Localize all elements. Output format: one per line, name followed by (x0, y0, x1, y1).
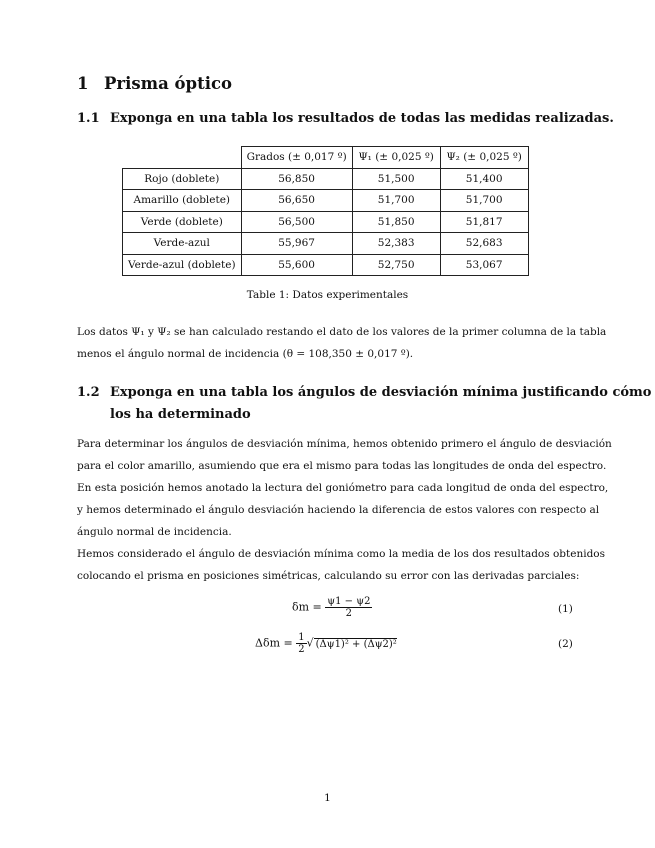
page-number: 1 (324, 792, 331, 804)
text-line: colocando el prisma en posiciones simétricas, calculando su error con las derivadas parciales: (77, 570, 580, 582)
subsection-number: 1.1 (77, 111, 100, 126)
text-line: Los datos Ψ₁ y Ψ₂ se han calculado restando el dato de los valores de la primer columna de la tabla (77, 326, 607, 338)
subsection-heading-2 (77, 382, 651, 426)
equation-lhs: Δδm = (255, 636, 293, 650)
text-line: para el color amarillo, asumiendo que era el mismo para todas las longitudes de onda del espectro. (77, 460, 607, 472)
equation-number: (2) (558, 638, 573, 650)
table-cell: 51,500 (352, 168, 440, 190)
text-line: menos el ángulo normal de incidencia (θ = 108,350 ± 0,017 º). (77, 348, 414, 360)
table-cell: 55,967 (241, 233, 352, 255)
text-line: ángulo normal de incidencia. (77, 526, 232, 538)
subsection-number: 1.2 (77, 385, 100, 400)
paragraph-deviation (77, 543, 605, 587)
equation-number: (1) (558, 603, 573, 615)
table-header-cell: Grados (± 0,017 º) (241, 147, 352, 169)
equation-fraction (325, 596, 372, 619)
subsection-title: Exponga en una tabla los ángulos de desviación mínima justificando cómo (110, 385, 652, 400)
subsection-title: Exponga en una tabla los resultados de todas las medidas realizadas. (110, 111, 614, 126)
table-row (123, 233, 529, 255)
table-cell: Verde (doblete) (123, 211, 242, 233)
table-header-cell: Ψ₁ (± 0,025 º) (352, 147, 440, 169)
paragraph-method (77, 433, 612, 543)
table-cell: 56,500 (241, 211, 352, 233)
table-cell: 51,850 (352, 211, 440, 233)
fraction-numerator: ψ1 − ψ2 (327, 596, 371, 607)
table-cell: 56,650 (241, 190, 352, 212)
table-header-cell: Ψ₂ (± 0,025 º) (440, 147, 528, 169)
table-cell: 52,750 (352, 254, 440, 276)
table-cell: Rojo (doblete) (123, 168, 242, 190)
table-caption: Table 1: Datos experimentales (246, 289, 409, 301)
table-cell: 51,700 (352, 190, 440, 212)
section-heading (77, 74, 232, 93)
table-row (123, 190, 529, 212)
table-cell: 51,400 (440, 168, 528, 190)
subsection-heading-1 (77, 108, 614, 130)
table-cell: Verde-azul (doblete) (123, 254, 242, 276)
table-header-row (123, 147, 529, 169)
fraction-denominator: 2 (345, 608, 353, 619)
fraction-numerator: 1 (298, 632, 305, 643)
equation-fraction (296, 632, 306, 655)
sqrt-icon: √ (306, 636, 314, 650)
subsection-title-continuation: los ha determinado (110, 407, 251, 422)
data-table (122, 146, 529, 276)
table-row (123, 211, 529, 233)
table-cell: 51,700 (440, 190, 528, 212)
text-line: En esta posición hemos anotado la lectura del goniómetro para cada longitud de onda del espectro, (77, 482, 609, 494)
table-row (123, 254, 529, 276)
text-line: y hemos determinado el ángulo desviación haciendo la diferencia de estos valores con respecto al (77, 504, 600, 516)
table-cell: 52,683 (440, 233, 528, 255)
equation-1 (292, 596, 372, 619)
table-cell: Amarillo (doblete) (123, 190, 242, 212)
text-line: Para determinar los ángulos de desviación mínima, hemos obtenido primero el ángulo de desviación (77, 438, 612, 450)
equation-lhs: δm = (292, 600, 322, 614)
paragraph-psi-explanation (77, 321, 607, 365)
text-line: Hemos considerado el ángulo de desviación mínima como la media de los dos resultados obtenidos (77, 548, 605, 560)
table-cell: 53,067 (440, 254, 528, 276)
fraction-denominator: 2 (298, 644, 305, 655)
table-header-cell (123, 147, 242, 169)
table-cell: Verde-azul (123, 233, 242, 255)
table-row (123, 168, 529, 190)
table-cell: 55,600 (241, 254, 352, 276)
table-cell: 56,850 (241, 168, 352, 190)
section-number: 1 (77, 74, 89, 93)
equation-2 (255, 632, 397, 655)
table-cell: 51,817 (440, 211, 528, 233)
section-title: Prisma óptico (104, 74, 233, 93)
table-cell: 52,383 (352, 233, 440, 255)
sqrt-radicand: (Δψ1)² + (Δψ2)² (315, 638, 397, 650)
